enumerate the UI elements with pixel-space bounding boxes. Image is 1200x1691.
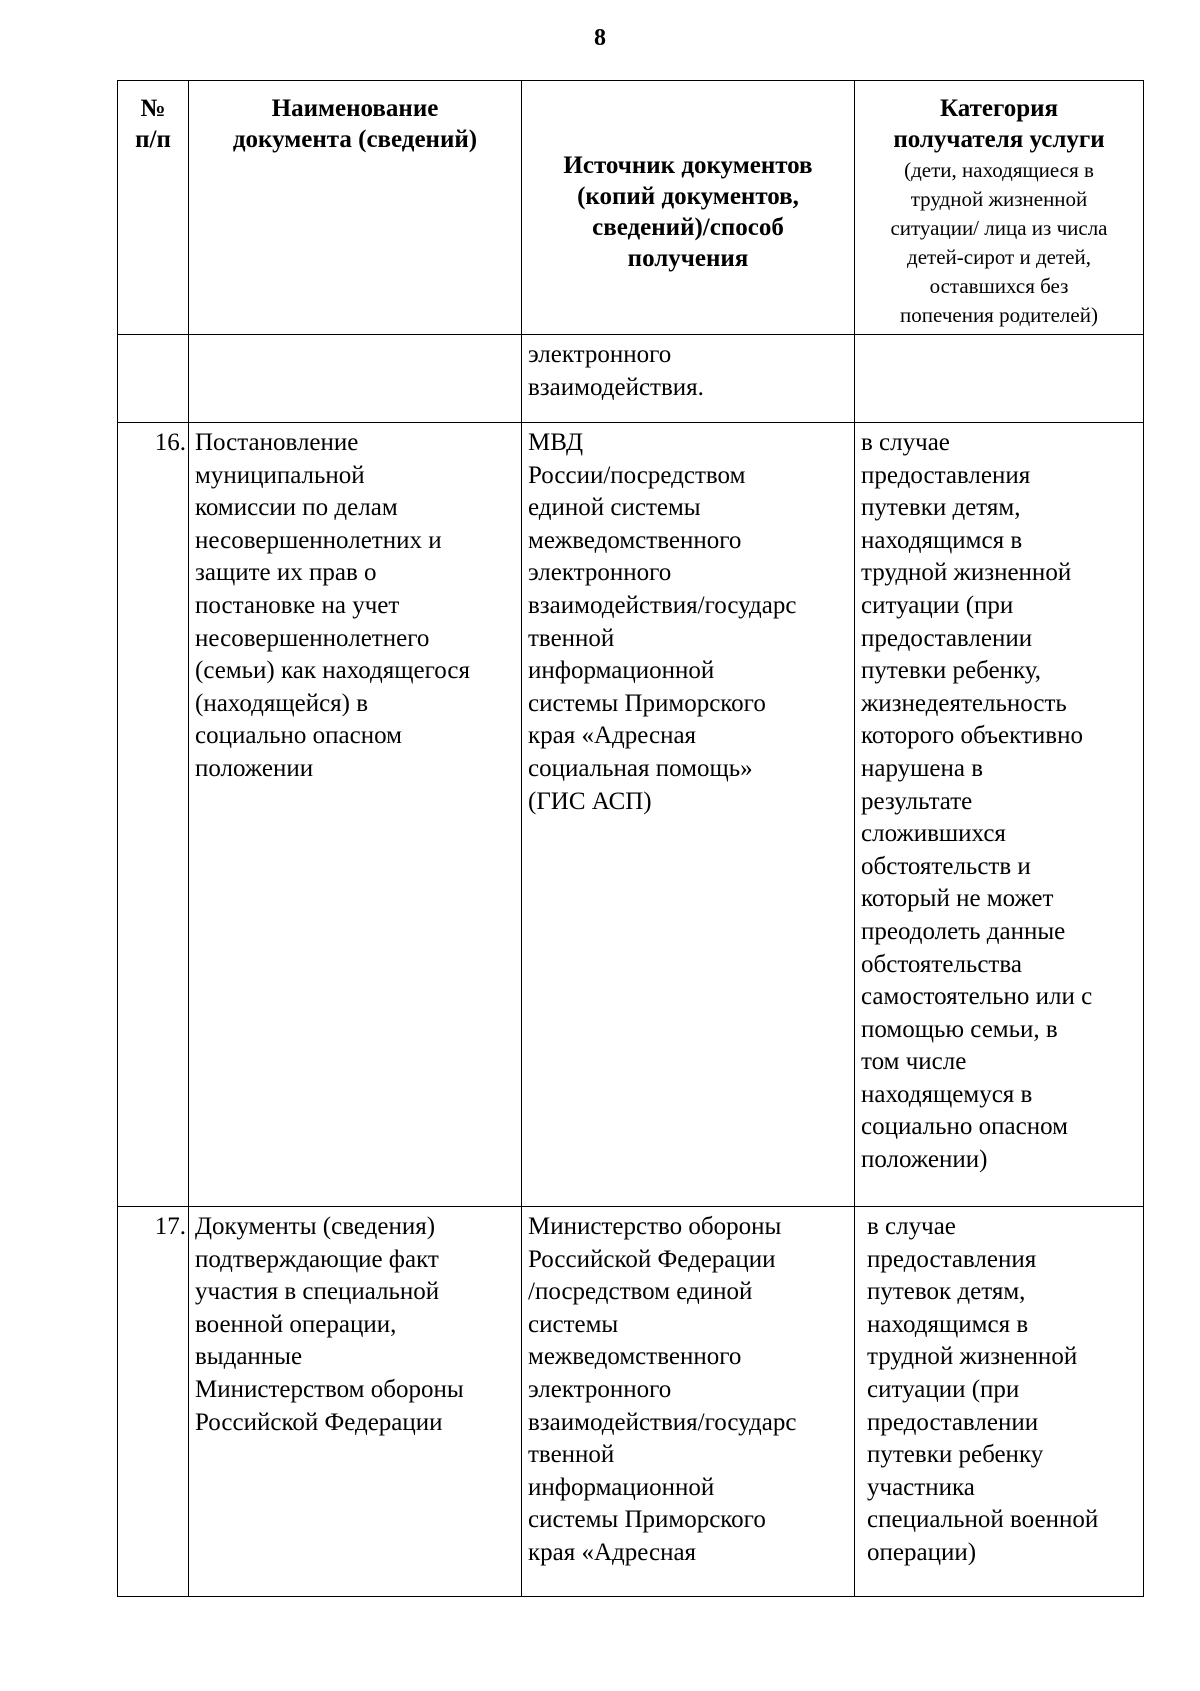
- table-row: [118, 1207, 1144, 1597]
- row-number-cell: 17.: [118, 1207, 189, 1597]
- documents-table: [117, 80, 1144, 1597]
- header-number: № п/п: [118, 81, 189, 335]
- row-number-cell: [118, 335, 189, 423]
- document-source-cell: Министерство обороны Российской Федерации /посредством единой системы межведомственного электронного взаимодействия/государс твенной информационной системы Приморского края «Адресная: [522, 1207, 855, 1597]
- header-recipient-category: Категория получателя услуги (дети, находящиеся в трудной жизненной ситуации/ лица из числа детей-сирот и детей, оставшихся без попечения родителей): [855, 81, 1144, 335]
- table-row: [118, 423, 1144, 1207]
- recipient-category-cell: [855, 335, 1144, 423]
- document-source-cell: МВД России/посредством единой системы межведомственного электронного взаимодействия/государс твенной информационной системы Приморского края «Адресная социальная помощь» (ГИС АСП): [522, 423, 855, 1207]
- page-number: 8: [594, 25, 606, 51]
- header-document-name: Наименование документа (сведений): [189, 81, 522, 335]
- document-name-cell: Документы (сведения) подтверждающие факт участия в специальной военной операции, выданные Министерством обороны Российской Федерации: [189, 1207, 522, 1597]
- recipient-category-cell: в случае предоставления путевок детям, находящимся в трудной жизненной ситуации (при предоставлении путевки ребенку участника специальной военной операции): [855, 1207, 1144, 1597]
- recipient-category-cell: в случае предоставления путевки детям, находящимся в трудной жизненной ситуации (при предоставлении путевки ребенку, жизнедеятельность которого объективно нарушена в результате сложившихся обстоятельств и который не может преодолеть данные обстоятельства самостоятельно или с помощью семьи, в том числе находящемуся в социально опасном положении): [855, 423, 1144, 1207]
- table-row-continuation: [118, 335, 1144, 423]
- table-header-row: [118, 81, 1144, 335]
- row-number-cell: 16.: [118, 423, 189, 1207]
- header-document-source: Источник документов (копий документов, сведений)/способ получения: [522, 81, 855, 335]
- document-name-cell: Постановление муниципальной комиссии по делам несовершеннолетних и защите их прав о постановке на учет несовершеннолетнего (семьи) как находящегося (находящейся) в социально опасном положении: [189, 423, 522, 1207]
- document-name-cell: [189, 335, 522, 423]
- document-source-cell: электронного взаимодействия.: [522, 335, 855, 423]
